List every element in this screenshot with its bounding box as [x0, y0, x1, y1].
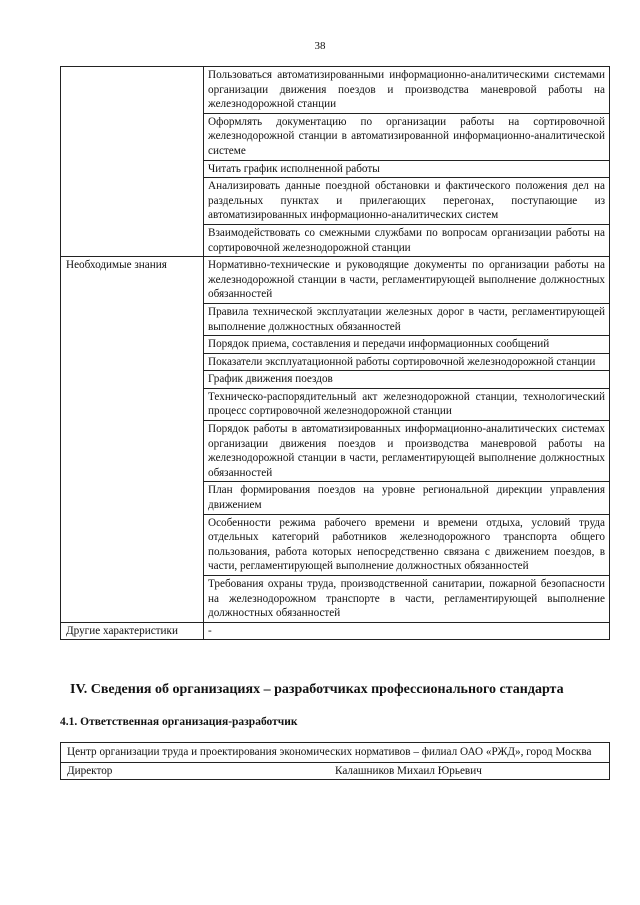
knowledge-item: Особенности режима рабочего времени и времени отдыха, условий труда отдельных категорий работников железнодорожного транспорта общего пользования, работа которых непосредственно связана с движением поездов, в части, регламентирующей выполнение должностных обязанностей	[204, 515, 609, 576]
position-title: Директор	[67, 764, 113, 777]
skill-item: Взаимодействовать со смежными службами по вопросам организации работы на сортировочной железнодорожной станции	[208, 226, 605, 254]
signature-row	[61, 763, 609, 780]
knowledge-item: Нормативно-технические и руководящие документы по организации работы на железнодорожной станции в части, регламентирующей выполнение должностных обязанностей	[204, 257, 609, 304]
knowledge-cell	[204, 257, 610, 623]
page-number: 38	[314, 40, 326, 52]
skill-item: Анализировать данные поездной обстановки и фактического положения дел на раздельных пунктах и прилегающих перегонах, поступающие из автоматизированных информационно-аналитических систем	[204, 178, 609, 225]
skill-item: Читать график исполненной работы	[204, 161, 609, 179]
knowledge-item: Порядок приема, составления и передачи информационных сообщений	[204, 336, 609, 354]
knowledge-item: Требования охраны труда, производственной санитарии, пожарной безопасности на железнодорожном транспорте в части, регламентирующей выполнение должностных обязанностей	[208, 578, 605, 620]
skills-cell	[204, 67, 610, 257]
organization-box	[60, 742, 610, 780]
skill-item: Пользоваться автоматизированными информационно-аналитическими системами организации движения поездов и производства маневровой работы на железнодорожной станции	[204, 67, 609, 114]
sub-heading: 4.1. Ответственная организация-разработчик	[60, 716, 298, 728]
competency-table	[60, 66, 610, 640]
other-label: Другие характеристики	[61, 622, 204, 640]
knowledge-item: Порядок работы в автоматизированных информационно-аналитических системах организации движения поездов и производства маневровой работы на железнодорожной станции в части, регламентирующей выполнение должностных обязанностей	[204, 421, 609, 482]
knowledge-item: Правила технической эксплуатации железных дорог в части, регламентирующей выполнение должностных обязанностей	[204, 304, 609, 336]
person-name: Калашников Михаил Юрьевич	[335, 764, 482, 777]
knowledge-item: График движения поездов	[204, 371, 609, 389]
skills-row-group	[61, 67, 610, 257]
other-value: -	[204, 622, 610, 640]
skills-label-cell	[61, 67, 204, 257]
knowledge-row-group	[61, 257, 610, 623]
knowledge-item: План формирования поездов на уровне региональной дирекции управления движением	[204, 482, 609, 514]
knowledge-label: Необходимые знания	[61, 257, 204, 623]
other-row	[61, 622, 610, 640]
knowledge-item: Показатели эксплуатационной работы сортировочной железнодорожной станции	[204, 354, 609, 372]
organization-name: Центр организации труда и проектирования экономических нормативов – филиал ОАО «РЖД», город Москва	[61, 743, 609, 763]
knowledge-item: Техническо-распорядительный акт железнодорожной станции, технологический процесс сортировочной железнодорожной станции	[204, 389, 609, 421]
section-heading: IV. Сведения об организациях – разработчиках профессионального стандарта	[70, 682, 564, 697]
skill-item: Оформлять документацию по организации работы на сортировочной железнодорожной станции в автоматизированной информационно-аналитической системе	[204, 114, 609, 161]
